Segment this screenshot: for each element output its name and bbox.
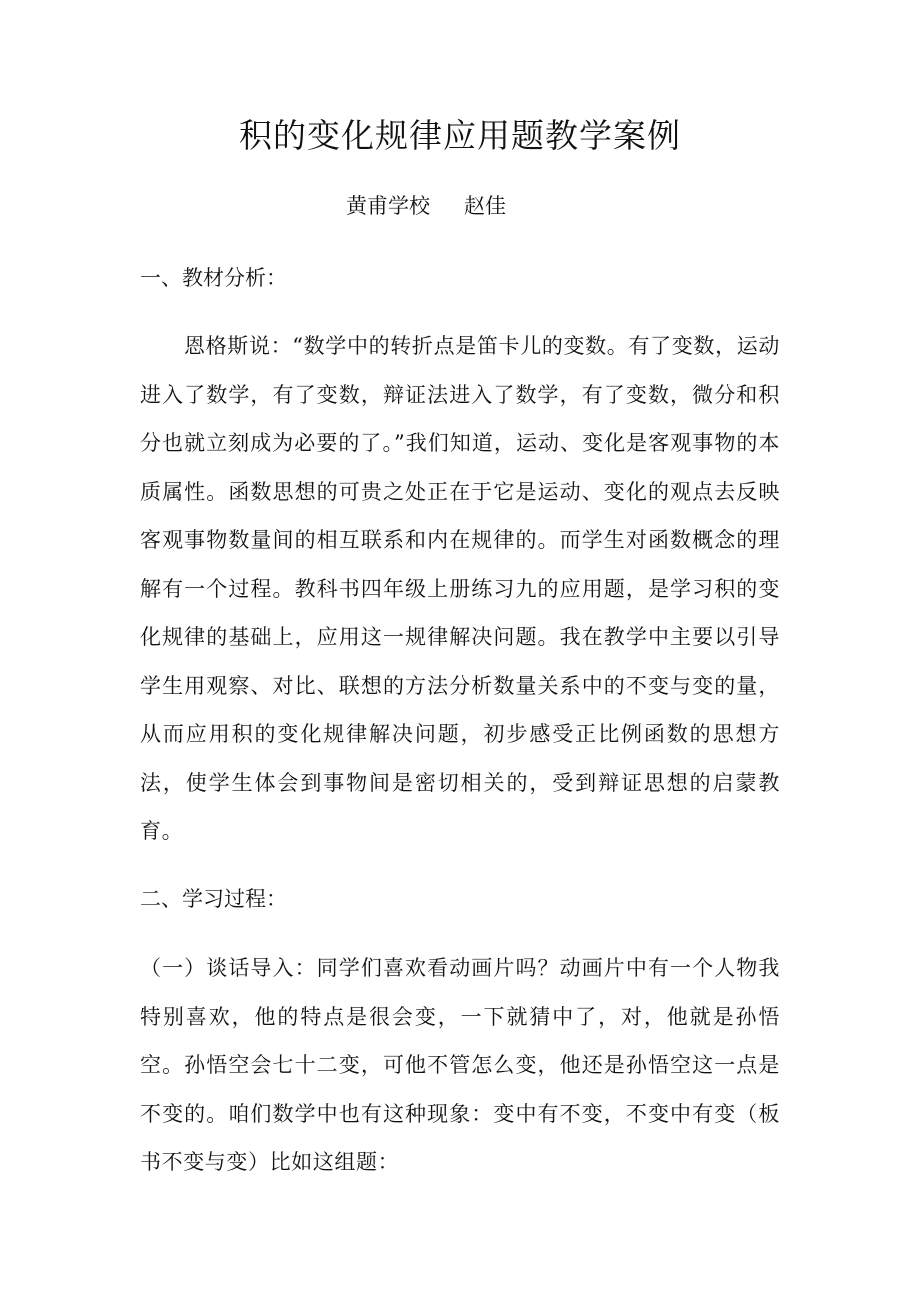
section-heading-learning-process: 二、学习过程： xyxy=(140,887,287,911)
paragraph-materials-analysis: 恩格斯说：“数学中的转折点是笛卡儿的变数。有了变数，运动进入了数学，有了变数，辩证法进入了数学，有了变数，微分和积分也就立刻成为必要的了。”我们知道，运动、变化是客观事物的本质属性。函数思想的可贵之处正在于它是运动、变化的观点去反映客观事物数量间的相互联系和内在规律的。而学生对函数概念的理解有一个过程。教科书四年级上册练习九的应用题，是学习积的变化规律的基础上，应用这一规律解决问题。我在教学中主要以引导学生用观察、对比、联想的方法分析数量关系中的不变与变的量，从而应用积的变化规律解决问题，初步感受正比例函数的思想方法，使学生体会到事物间是密切相关的，受到辩证思想的启蒙教育。 xyxy=(140,334,780,843)
byline xyxy=(346,190,506,222)
document-title: 积的变化规律应用题教学案例 xyxy=(239,116,681,155)
author-name: 赵佳 xyxy=(464,194,506,218)
paragraph-learning-process: （一）谈话导入：同学们喜欢看动画片吗？动画片中有一个人物我特别喜欢，他的特点是很会变，一下就猜中了，对，他就是孙悟空。孙悟空会七十二变，可他不管怎么变，他还是孙悟空这一点是不变的。咱们数学中也有这种现象：变中有不变，不变中有变（板书不变与变）比如这组题： xyxy=(140,956,780,1174)
section-heading-materials-analysis: 一、教材分析： xyxy=(140,266,287,290)
school-name: 黄甫学校 xyxy=(346,194,430,218)
